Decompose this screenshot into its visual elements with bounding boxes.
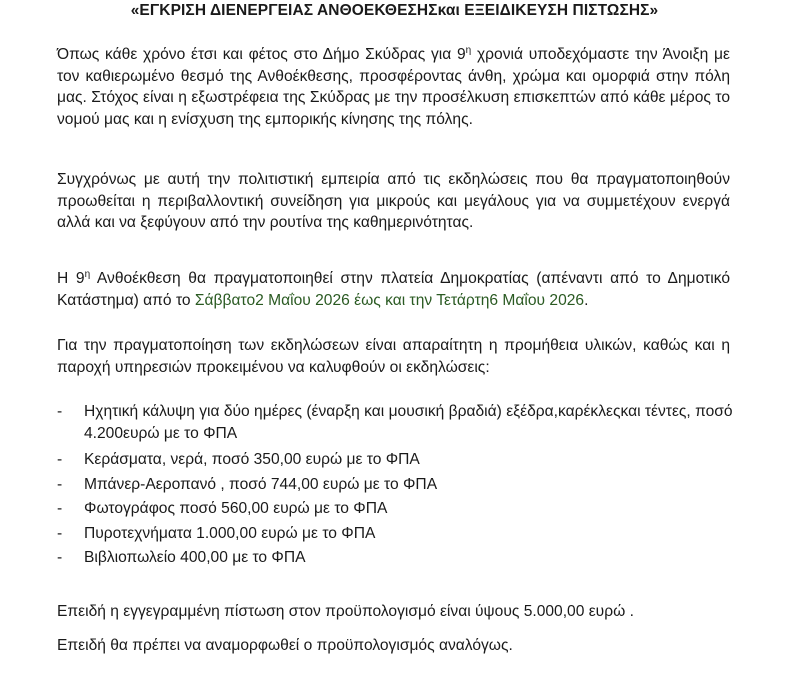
paragraph-venue-middle: Ανθοέκθεση θα πραγματοποιηθεί στην πλατεία Δημοκρατίας (απέναντι από το Δημοτικό Κατάστημα) από το <box>57 270 730 309</box>
list-item <box>57 401 737 444</box>
bullet-dash: - <box>57 524 63 542</box>
paragraph-requirements: Για την πραγματοποίηση των εκδηλώσεων είναι απαραίτητη η προμήθεια υλικών, καθώς και η παροχή υπηρεσιών προκειμένου να καλυφθούν οι εκδηλώσεις: <box>57 337 730 376</box>
list-item-text: Πυροτεχνήματα 1.000,00 ευρώ με το ΦΠΑ <box>84 524 376 542</box>
paragraph-intro-rest: χρονιά υποδεχόμαστε την Άνοιξη με τον καθιερωμένο θεσμό της Ανθοέκθεσης, προσφέροντας άνθη, χρώμα και ομορφιά στην πόλη μας. Στόχος είναι η εξωστρέφεια της Σκύδρας με την προσέλκυση επισκεπτών από κάθε μέρος το νομού μας και η ενίσχυση της εμπορικής κίνησης της πόλης. <box>57 46 730 128</box>
paragraph-venue-dates <box>57 268 730 311</box>
list-item <box>57 474 737 496</box>
document-title: «ΕΓΚΡΙΣΗ ΔΙΕΝΕΡΓΕΙΑΣ ΑΝΘΟΕΚΘΕΣΗΣκαι ΕΞΕΙΔΙΚΕΥΣΗ ΠΙΣΤΩΣΗΣ» <box>130 2 659 19</box>
bullet-dash: - <box>57 475 63 493</box>
paragraph-intro <box>57 44 730 130</box>
list-item-text: Βιβλιοπωλείο 400,00 με το ΦΠΑ <box>84 549 306 566</box>
event-date-range: Σάββατο2 Μαΐου 2026 έως και την Τετάρτη6 Μαΐου 2026 <box>194 291 585 309</box>
bullet-dash: - <box>57 500 63 517</box>
list-item <box>57 547 737 569</box>
list-item-text: Φωτογράφος ποσό 560,00 ευρώ με το ΦΠΑ <box>84 500 388 517</box>
list-item-text: Μπάνερ-Αεροπανό , ποσό 744,00 ευρώ με το ΦΠΑ <box>84 475 438 493</box>
paragraph-intro-start: Όπως κάθε χρόνο έτσι και φέτος στο Δήμο Σκύδρας για 9 <box>57 46 466 63</box>
list-item-text: Κεράσματα, νερά, ποσό 350,00 ευρώ με το ΦΠΑ <box>84 451 420 468</box>
ordinal-superscript: η <box>465 44 472 56</box>
paragraph-venue-start: Η 9 <box>57 270 85 287</box>
bullet-dash: - <box>57 403 63 420</box>
list-item <box>57 498 737 520</box>
paragraph-budget-amendment: Επειδή θα πρέπει να αναμορφωθεί ο προϋπολογισμός αναλόγως. <box>57 637 513 654</box>
expense-list <box>57 401 737 572</box>
list-item-text: Ηχητική κάλυψη για δύο ημέρες (έναρξη και μουσική βραδιά) εξέδρα,καρέκλεςκαι τέντες, ποσό 4.200ευρώ με το ΦΠΑ <box>84 403 733 442</box>
paragraph-venue-end: . <box>584 291 589 309</box>
paragraph-budget: Επειδή η εγγεγραμμένη πίστωση στον προϋπολογισμό είναι ύψους 5.000,00 ευρώ . <box>57 603 634 620</box>
ordinal-superscript: η <box>84 268 91 280</box>
list-item <box>57 523 737 545</box>
paragraph-environment: Συγχρόνως με αυτή την πολιτιστική εμπειρία από τις εκδηλώσεις που θα πραγματοποιηθούν προωθείται η περιβαλλοντική συνείδηση για μικρούς και μεγάλους για να συμμετέχουν ενεργά αλλά και να ξεφύγουν από την ρουτίνα της καθημερινότητας. <box>57 171 730 231</box>
list-item <box>57 449 737 471</box>
bullet-dash: - <box>57 451 63 468</box>
bullet-dash: - <box>57 549 63 566</box>
